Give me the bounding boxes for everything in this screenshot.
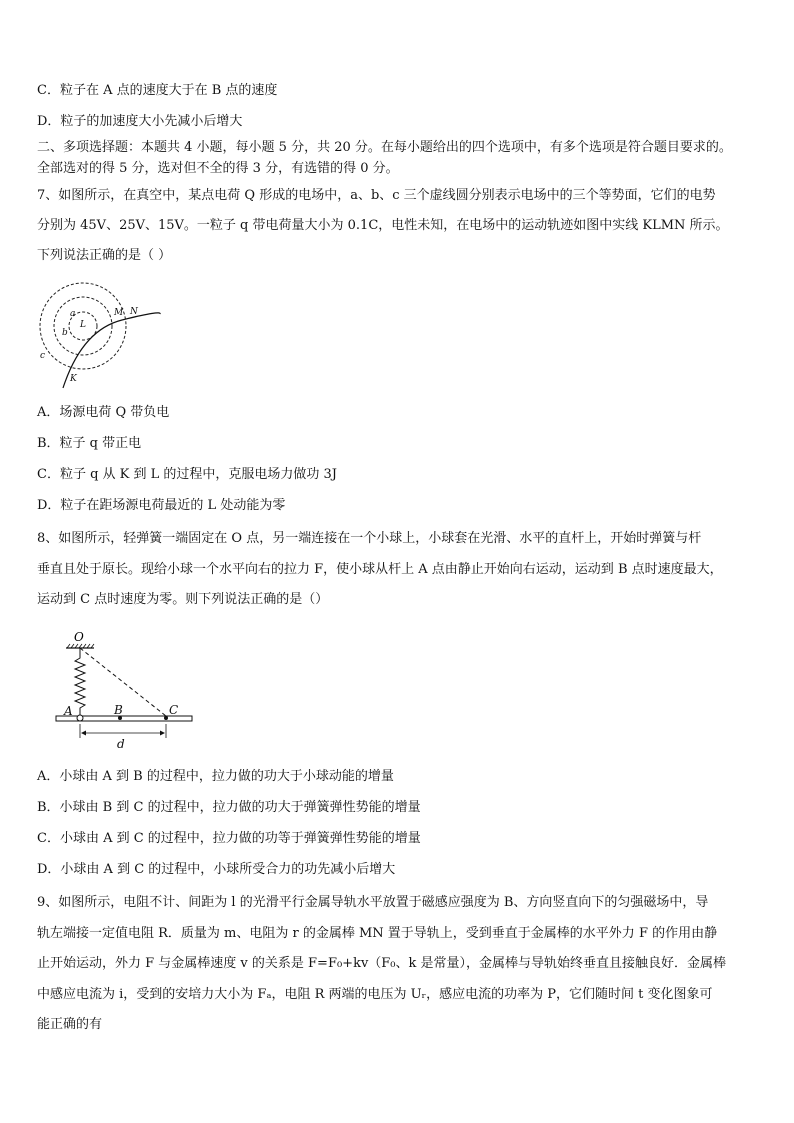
line-05: 7、如图所示，在真空中，某点电荷 Q 形成的电场中，a、b、c 三个虚线圆分别表示电场中的三个等势面，它们的电势 bbox=[37, 188, 716, 203]
line-10: C．粒子 q 从 K 到 L 的过程中，克服电场力做功 3J bbox=[37, 467, 338, 482]
line-06: 分别为 45V、25V、15V。一粒子 q 带电荷量大小为 0.1C，电性未知，在电场中的运动轨迹如图中实线 KLMN 所示。 bbox=[37, 218, 729, 233]
point-C bbox=[164, 716, 168, 720]
figure-q7 bbox=[30, 278, 170, 398]
line-14: 运动到 C 点时速度为零。则下列说法正确的是（） bbox=[37, 592, 329, 607]
line-01: C．粒子在 A 点的速度大于在 B 点的速度 bbox=[37, 83, 278, 98]
line-11: D．粒子在距场源电荷最近的 L 处动能为零 bbox=[37, 498, 286, 513]
label-b: b bbox=[62, 328, 68, 338]
label-c: c bbox=[40, 351, 46, 361]
line-07: 下列说法正确的是（ ） bbox=[37, 248, 172, 263]
line-20: 轨左端接一定值电阻 R．质量为 m、电阻为 r 的金属棒 MN 置于导轨上，受到垂直于金属棒的水平外力 F 的作用由静 bbox=[37, 926, 718, 941]
line-17: C．小球由 A 到 C 的过程中，拉力做的功等于弹簧弹性势能的增量 bbox=[37, 831, 421, 846]
trajectory-klmn bbox=[63, 313, 160, 388]
arrowhead-right bbox=[160, 731, 165, 736]
line-22: 中感应电流为 i，受到的安培力大小为 Fₐ，电阻 R 两端的电压为 Uᵣ，感应电流的功率为 P，它们随时间 t 变化图象可 bbox=[37, 987, 713, 1002]
ball-A bbox=[77, 715, 83, 721]
line-04: 全部选对的得 5 分，选对但不全的得 3 分，有选错的得 0 分。 bbox=[37, 161, 399, 176]
line-21: 止开始运动，外力 F 与金属棒速度 v 的关系是 F=F₀+kv（F₀、k 是常量），金属棒与导轨始终垂直且接触良好．金属棒 bbox=[37, 956, 727, 971]
line-13: 垂直且处于原长。现给小球一个水平向右的拉力 F，使小球从杆上 A 点由静止开始向右运动，运动到 B 点时速度最大， bbox=[37, 562, 723, 577]
label-K: K bbox=[70, 374, 77, 384]
label-N: N bbox=[130, 307, 138, 317]
line-02: D．粒子的加速度大小先减小后增大 bbox=[37, 114, 243, 129]
line-03: 二、多项选择题：本题共 4 小题，每小题 5 分，共 20 分。在每小题给出的四个选项中，有多个选项是符合题目要求的。 bbox=[37, 140, 732, 155]
line-19: 9、如图所示，电阻不计、间距为 l 的光滑平行金属导轨水平放置于磁感应强度为 B、方向竖直向下的匀强磁场中，导 bbox=[37, 895, 709, 910]
line-08: A．场源电荷 Q 带负电 bbox=[37, 405, 170, 420]
label-B: B bbox=[114, 703, 123, 717]
dashed-spring-oc bbox=[80, 648, 166, 716]
spring bbox=[75, 648, 85, 716]
line-23: 能正确的有 bbox=[37, 1017, 103, 1032]
figure-q8 bbox=[50, 628, 200, 753]
label-L: L bbox=[80, 320, 86, 330]
line-09: B．粒子 q 带正电 bbox=[37, 436, 142, 451]
label-O: O bbox=[74, 630, 84, 644]
line-18: D．小球由 A 到 C 的过程中，小球所受合力的功先减小后增大 bbox=[37, 862, 396, 877]
label-A: A bbox=[64, 704, 73, 718]
line-16: B．小球由 B 到 C 的过程中，拉力做的功大于弹簧弹性势能的增量 bbox=[37, 800, 421, 815]
line-15: A．小球由 A 到 B 的过程中，拉力做的功大于小球动能的增量 bbox=[37, 769, 394, 784]
arrowhead-left bbox=[81, 731, 86, 736]
label-a: a bbox=[70, 309, 76, 319]
label-C: C bbox=[169, 703, 179, 717]
label-d: d bbox=[117, 737, 125, 751]
line-12: 8、如图所示，轻弹簧一端固定在 O 点，另一端连接在一个小球上，小球套在光滑、水平的直杆上，开始时弹簧与杆 bbox=[37, 531, 702, 546]
label-M: M bbox=[114, 308, 124, 318]
